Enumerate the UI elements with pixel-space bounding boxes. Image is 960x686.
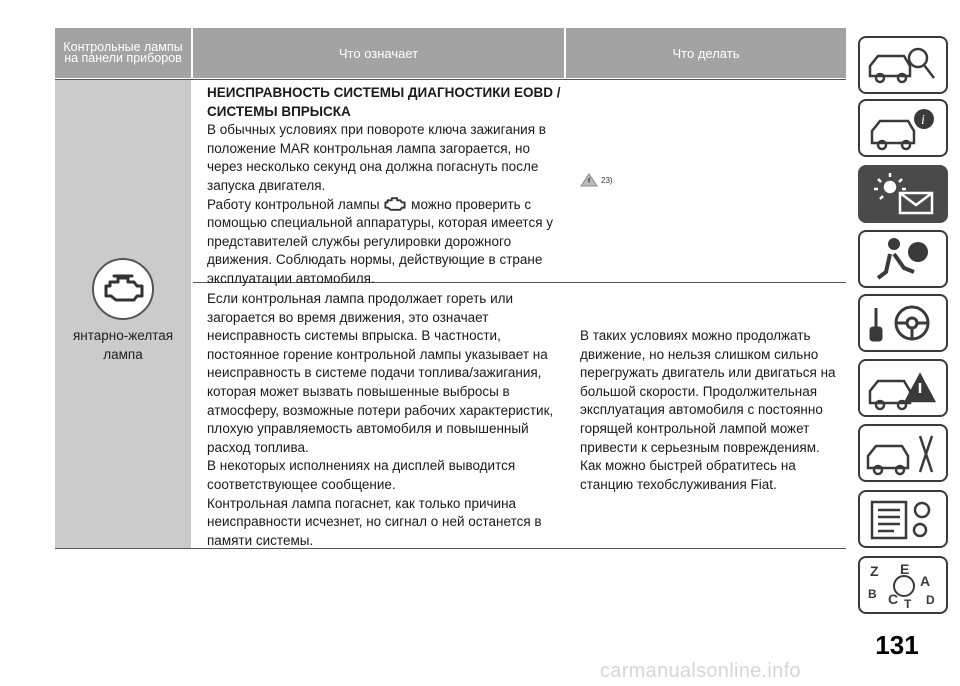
lamp-color-label: янтарно-желтая лампа [72, 328, 174, 362]
row-divider-top [55, 79, 846, 80]
row1-text2-after: можно проверить с помощью специальной аппаратуры, которая имеется у представителей службы регулировки дорожного движения. Соблюдать нормы, действующие в стране эксплуатации автомобиля. [207, 196, 554, 286]
svg-text:T: T [904, 597, 912, 611]
svg-text:Z: Z [870, 563, 879, 579]
row1-title: НЕИСПРАВНОСТЬ СИСТЕМЫ ДИАГНОСТИКИ EOBD / СИСТЕМЫ ВПРЫСКА [207, 85, 561, 119]
tab-warning-lights[interactable] [858, 165, 948, 223]
row1-text2 [207, 196, 563, 289]
row1-meaning [207, 84, 563, 289]
svg-text:B: B [868, 587, 877, 601]
row1-text2-before: Работу контрольной лампы [207, 196, 380, 212]
row2-para2: В некоторых исполнениях на дисплей выводится соответствующее сообщение. [207, 458, 516, 492]
row2-para1: Если контрольная лампа продолжает гореть или загорается во время движения, это означает неисправность системы впрыска. В частности, постоянное горение контрольной лампы указывает на неисправность в системе подачи топлива/зажигания, которая может вызвать повышенные выбросы в атмосферу, возможные потери рабочих характеристик, плохую управляемость автомобиля и повышенный расход топлива. [207, 291, 554, 455]
tab-technical-data[interactable] [858, 490, 948, 548]
tab-car-emergency[interactable] [858, 359, 948, 417]
row2-meaning [207, 290, 565, 550]
technical-data-icon [860, 492, 946, 546]
steering-wheel-icon [860, 296, 946, 350]
svg-text:E: E [900, 561, 910, 577]
car-maintenance-icon [860, 426, 946, 480]
tab-car-info[interactable] [858, 99, 948, 157]
alphabetical-index-icon [860, 558, 946, 612]
svg-text:C: C [888, 591, 899, 607]
check-engine-inline-icon [383, 196, 407, 212]
header-warning-lamps: Контрольные лампы на панели приборов [55, 28, 191, 78]
car-info-icon [860, 101, 946, 155]
tab-steering[interactable] [858, 294, 948, 352]
row1-note [580, 173, 613, 187]
tab-car-maintenance[interactable] [858, 424, 948, 482]
car-search-icon [860, 38, 946, 92]
tab-alphabetical-index[interactable] [858, 556, 948, 614]
row2-action: В таких условиях можно продолжать движение, но нельзя слишком сильно перегружать двигатель или двигаться на большой скорости. Продолжительная эксплуатация автомобиля с постоянно горящей контрольной лампой может привести к серьезным повреждениям. Как можно быстрей обратитесь на станцию техобслуживания Fiat. [580, 328, 836, 492]
row1-text1: В обычных условиях при повороте ключа зажигания в положение MAR контрольная лампа загорается, но через несколько секунд она должна погаснуть после запуска двигателя. [207, 122, 546, 193]
svg-text:A: A [920, 573, 931, 589]
tab-car-search[interactable] [858, 36, 948, 94]
note-ref: 23) [601, 175, 613, 185]
svg-text:i: i [921, 113, 925, 128]
car-emergency-icon [860, 361, 946, 415]
watermark: carmanualsonline.info [600, 660, 801, 682]
warning-lights-icon [860, 167, 946, 221]
page-number: 131 [875, 630, 919, 660]
check-engine-lamp-icon [92, 258, 154, 320]
svg-text:D: D [926, 593, 935, 607]
airbag-safety-icon [860, 232, 946, 286]
header-meaning: Что означает [193, 28, 564, 78]
tab-airbag-safety[interactable] [858, 230, 948, 288]
header-action: Что делать [566, 28, 846, 78]
warning-triangle-icon [580, 173, 598, 187]
row2-para3: Контрольная лампа погаснет, как только причина неисправности исчезнет, но сигнал о ней останется в памяти системы. [207, 495, 542, 548]
lamp-cell [55, 80, 191, 548]
